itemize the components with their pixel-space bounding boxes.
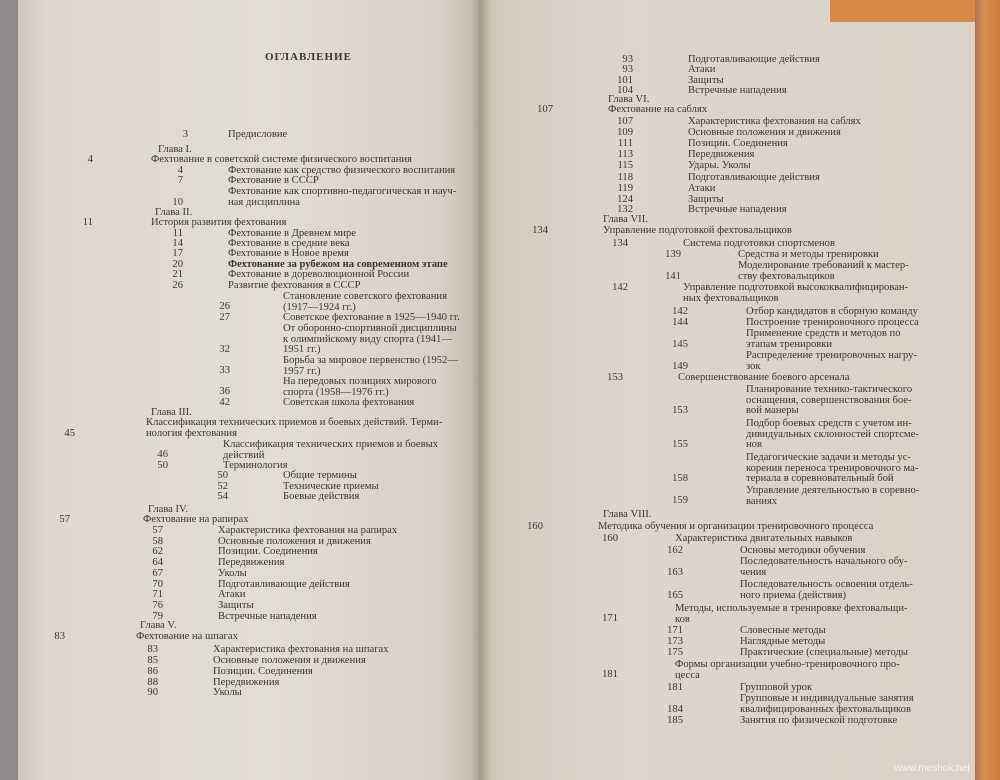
- toc-entry-title: Фехтование в дореволюционной России: [228, 269, 410, 280]
- toc-page-number: 93: [622, 54, 633, 65]
- toc-entry-title: Защиты: [688, 75, 724, 86]
- toc-entry-title: Наглядные методы: [740, 636, 826, 647]
- toc-entry-title: Подготавливающие действия: [218, 579, 350, 590]
- toc-entry-title: Словесные методы: [740, 625, 826, 636]
- toc-entry-title: вой манеры: [746, 405, 799, 416]
- toc-entry-title: Глава VI.: [608, 94, 650, 105]
- toc-entry-title: Основные положения и движения: [688, 127, 841, 138]
- toc-page-number: 107: [537, 104, 553, 115]
- toc-entry-title: Подготавливающие действия: [688, 172, 820, 183]
- toc-page-number: 20: [172, 259, 183, 270]
- toc-entry-title: Занятия по физической подготовке: [740, 715, 898, 726]
- toc-entry-title: Методика обучения и организации тренировочного процесса: [598, 521, 874, 532]
- toc-page-number: 26: [219, 301, 230, 312]
- toc-entry-title: Предисловие: [228, 129, 288, 140]
- left-page: [18, 0, 478, 780]
- toc-entry-title: Распределение тренировочных нагру-: [746, 350, 917, 361]
- toc-page-number: 76: [152, 600, 163, 611]
- toc-entry-title: Глава II.: [155, 207, 193, 218]
- toc-entry-title: квалифицированных фехтовальщиков: [740, 703, 911, 715]
- toc-page-number: 160: [602, 533, 618, 544]
- toc-entry-title: ного приема (действия): [740, 589, 847, 601]
- toc-entry-title: Советское фехтование в 1925—1940 гг.: [283, 312, 460, 323]
- toc-entry-title: Формы организации учебно-тренировочного про-: [675, 659, 900, 670]
- toc-entry-title: ству фехтовальщиков: [738, 270, 835, 282]
- toc-entry-title: Позиции. Соединения: [688, 138, 788, 149]
- toc-entry-title: Совершенствование боевого арсенала: [678, 372, 850, 383]
- toc-entry-title: Удары. Уколы: [688, 160, 751, 171]
- toc-entry-title: (1917—1924 гг.): [283, 301, 356, 313]
- toc-entry-title: Фехтование как спортивно-педагогическая и науч-: [228, 186, 457, 197]
- toc-entry-title: Фехтование на рапирах: [143, 514, 249, 525]
- toc-page-number: 113: [617, 149, 633, 160]
- toc-page-number: 62: [152, 546, 163, 557]
- toc-entry-title: Фехтование в советской системе физического воспитания: [151, 154, 412, 165]
- toc-page-number: 185: [667, 715, 683, 726]
- toc-page-number: 132: [617, 204, 633, 215]
- toc-entry-title: 1957 гг.): [283, 365, 321, 377]
- toc-entry-title: ных фехтовальщиков: [683, 292, 779, 304]
- toc-page-number: 26: [172, 280, 183, 291]
- toc-page-number: 71: [152, 589, 163, 600]
- toc-entry-title: Фехтование в Древнем мире: [228, 228, 356, 239]
- toc-entry-title: Подготавливающие действия: [688, 54, 820, 65]
- toc-page-number: 83: [147, 644, 158, 655]
- toc-entry-title: Система подготовки спортсменов: [683, 238, 835, 249]
- toc-entry-title: Уколы: [218, 568, 247, 579]
- toc-entry-title: нов: [746, 439, 762, 450]
- toc-entry-title: Встречные нападения: [218, 611, 317, 622]
- toc-page-number: 54: [217, 491, 228, 502]
- toc-entry-title: Атаки: [688, 64, 716, 75]
- toc-entry-title: цесса: [675, 669, 700, 681]
- watermark: www.meshok.net: [894, 763, 970, 774]
- toc-page-number: 119: [617, 183, 633, 194]
- toc-entry-title: Педагогические задачи и методы ус-: [746, 452, 911, 463]
- toc-page-number: 86: [147, 666, 158, 677]
- toc-entry-title: Технические приемы: [283, 481, 379, 492]
- toc-entry-title: к олимпийскому виду спорта (1941—: [283, 333, 452, 345]
- toc-page-number: 181: [667, 682, 683, 693]
- toc-entry-title: этапам тренировки: [746, 338, 833, 350]
- toc-entry-title: Передвижения: [688, 149, 755, 160]
- toc-entry-title: Передвижения: [213, 677, 280, 688]
- toc-page-number: 79: [152, 611, 163, 622]
- toc-entry-title: спорта (1958—1976 гг.): [283, 386, 389, 398]
- toc-entry-title: Позиции. Соединения: [218, 546, 318, 557]
- toc-entry-title: Фехтование на саблях: [608, 104, 708, 115]
- toc-entry-title: Развитие фехтования в СССР: [228, 280, 361, 291]
- toc-page-number: 165: [667, 590, 683, 601]
- toc-page-number: 58: [152, 536, 163, 547]
- toc-entry-title: Боевые действия: [283, 491, 360, 502]
- toc-entry-title: корения переноса тренировочного ма-: [746, 462, 919, 474]
- toc-page-number: 134: [612, 238, 628, 249]
- toc-page-number: 50: [217, 470, 228, 481]
- toc-entry-title: Практические (специальные) методы: [740, 647, 909, 658]
- toc-page-number: 11: [82, 217, 93, 228]
- toc-entry-title: нология фехтования: [146, 427, 237, 439]
- toc-page-number: 142: [612, 282, 628, 293]
- toc-page-number: 33: [219, 365, 230, 376]
- toc-page-number: 90: [147, 687, 158, 698]
- toc-page-number: 160: [527, 521, 543, 532]
- toc-entry-title: Средства и методы тренировки: [738, 249, 879, 260]
- toc-page-number: 3: [182, 129, 188, 140]
- toc-page-number: 93: [622, 64, 633, 75]
- toc-page-number: 173: [667, 636, 683, 647]
- toc-entry-title: Глава V.: [140, 620, 177, 631]
- toc-page-number: 144: [672, 317, 688, 328]
- toc-entry-title: оснащения, совершенствования бое-: [746, 394, 912, 406]
- toc-entry-title: териала в соревновательный бой: [746, 473, 894, 484]
- toc-entry-title: Классификация технических приемов и боевых действий. Терми-: [146, 417, 443, 428]
- toc-page-number: 104: [617, 85, 633, 96]
- toc-entry-title: ная дисциплина: [228, 196, 300, 208]
- toc-entry-title: Основные положения и движения: [218, 536, 371, 547]
- toc-page-number: 142: [672, 306, 688, 317]
- toc-entry-title: Уколы: [213, 687, 242, 698]
- toc-page-number: 101: [617, 75, 633, 86]
- toc-entry-title: Характеристика фехтования на рапирах: [218, 525, 398, 536]
- toc-page-number: 27: [219, 312, 230, 323]
- toc-entry-title: Глава IV.: [148, 504, 188, 515]
- toc-page-number: 45: [64, 428, 75, 439]
- toc-page-number: 145: [672, 339, 688, 350]
- toc-entry-title: Атаки: [218, 589, 246, 600]
- toc-page-number: 67: [152, 568, 163, 579]
- toc-entry-title: Атаки: [688, 183, 716, 194]
- toc-entry-title: Последовательность начального обу-: [740, 556, 908, 567]
- toc-page-number: 4: [87, 154, 93, 165]
- toc-entry-title: Глава III.: [151, 407, 192, 418]
- toc-entry-title: Групповой урок: [740, 682, 813, 693]
- toc-entry-title: Советская школа фехтования: [283, 397, 415, 408]
- toc-page-number: 155: [672, 439, 688, 450]
- toc-page-number: 36: [219, 386, 230, 397]
- toc-heading: ОГЛАВЛЕНИЕ: [265, 51, 352, 63]
- toc-entry-title: 1951 гг.): [283, 344, 321, 355]
- toc-entry-title: Защиты: [218, 600, 254, 611]
- toc-page-number: 171: [602, 613, 618, 624]
- toc-entry-title: Групповые и индивидуальные занятия: [740, 693, 914, 704]
- toc-page-number: 159: [672, 495, 688, 506]
- toc-entry-title: чения: [740, 566, 767, 578]
- toc-page-number: 118: [617, 172, 633, 183]
- toc-page-number: 153: [607, 372, 623, 383]
- toc-entry-title: Борьба за мировое первенство (1952—: [283, 355, 458, 366]
- toc-page-number: 107: [617, 116, 633, 127]
- toc-page-number: 64: [152, 557, 163, 568]
- toc-entry-title: Фехтование как средство физического воспитания: [228, 165, 456, 176]
- toc-entry-title: Основные положения и движения: [213, 655, 366, 666]
- toc-page-number: 175: [667, 647, 683, 658]
- toc-page-number: 111: [617, 138, 633, 149]
- toc-page-number: 171: [667, 625, 683, 636]
- toc-page-number: 70: [152, 579, 163, 590]
- toc-entry-title: Моделирование требований к мастер-: [738, 260, 909, 271]
- toc-entry-title: ков: [675, 613, 690, 625]
- toc-entry-title: История развития фехтования: [151, 217, 287, 228]
- toc-page-number: 141: [665, 271, 681, 282]
- toc-page-number: 11: [172, 228, 183, 239]
- toc-entry-title: Позиции. Соединения: [213, 666, 313, 677]
- toc-page-number: 10: [172, 197, 183, 208]
- toc-entry-title: Методы, используемые в тренировке фехтовальщи-: [675, 603, 908, 614]
- toc-page-number: 21: [172, 269, 183, 280]
- toc-entry-title: Защиты: [688, 194, 724, 205]
- toc-entry-title: зок: [746, 360, 761, 372]
- toc-page-number: 115: [617, 160, 633, 171]
- toc-page-number: 17: [172, 248, 183, 259]
- toc-page-number: 184: [667, 704, 683, 715]
- right-page: [478, 0, 975, 780]
- toc-entry-title: От оборонно-спортивной дисциплины: [283, 323, 457, 334]
- toc-entry-title: Передвижения: [218, 557, 285, 568]
- toc-entry-title: Характеристика фехтования на саблях: [688, 116, 861, 127]
- toc-entry-title: Управление подготовкой фехтовальщиков: [603, 225, 792, 236]
- book-spine: [470, 0, 490, 780]
- toc-page-number: 32: [219, 344, 230, 355]
- toc-entry-title: Отбор кандидатов в сборную команду: [746, 306, 918, 317]
- toc-page-number: 85: [147, 655, 158, 666]
- toc-entry-title: Фехтование в средние века: [228, 238, 350, 249]
- toc-page-number: 181: [602, 669, 618, 680]
- toc-entry-title: Становление советского фехтования: [283, 291, 447, 302]
- toc-entry-title: Управление деятельностью в соревно-: [746, 485, 920, 496]
- toc-page-number: 57: [152, 525, 163, 536]
- toc-page-number: 7: [177, 175, 183, 186]
- toc-page-number: 14: [172, 238, 183, 249]
- cover-corner: [830, 0, 975, 22]
- toc-entry-title: Построение тренировочного процесса: [746, 317, 919, 328]
- toc-page-number: 163: [667, 567, 683, 578]
- toc-entry-title: Подбор боевых средств с учетом ин-: [746, 418, 912, 429]
- toc-entry-title: Применение средств и методов по: [746, 328, 901, 339]
- toc-page-number: 158: [672, 473, 688, 484]
- toc-entry-title: Планирование технико-тактического: [746, 384, 913, 395]
- toc-entry-title: Фехтование в Новое время: [228, 248, 349, 259]
- toc-entry-title: Классификация технических приемов и боевых: [223, 439, 439, 450]
- toc-page-number: 134: [532, 225, 548, 236]
- toc-entry-title: Терминология: [223, 460, 288, 471]
- toc-page-number: 162: [667, 545, 683, 556]
- toc-entry-title: Глава VII.: [603, 214, 648, 225]
- toc-entry-title: ваниях: [746, 495, 778, 507]
- toc-entry-title: Управление подготовкой высококвалифицирован-: [683, 282, 909, 293]
- toc-entry-title: Фехтование на шпагах: [136, 631, 238, 642]
- toc-page-number: 109: [617, 127, 633, 138]
- toc-entry-title: Глава VIII.: [603, 509, 652, 520]
- toc-entry-title: действий: [223, 449, 265, 461]
- toc-page-number: 46: [157, 449, 168, 460]
- toc-page-number: 88: [147, 677, 158, 688]
- toc-page-number: 149: [672, 361, 688, 372]
- toc-page-number: 57: [59, 514, 70, 525]
- toc-page-number: 52: [217, 481, 228, 492]
- toc-page-number: 50: [157, 460, 168, 471]
- toc-page-number: 124: [617, 194, 633, 205]
- toc-entry-title: Встречные нападения: [688, 85, 787, 96]
- toc-entry-title: На передовых позициях мирового: [283, 376, 437, 387]
- toc-entry-title: Общие термины: [283, 470, 357, 481]
- toc-entry-title: Глава I.: [158, 144, 192, 155]
- toc-entry-title: дивидуальных склонностей спортсме-: [746, 428, 919, 440]
- cover-edge: [975, 0, 1000, 780]
- toc-entry-title: Основы методики обучения: [740, 545, 866, 556]
- toc-entry-title: Встречные нападения: [688, 204, 787, 215]
- toc-entry-title: Характеристика двигательных навыков: [675, 533, 853, 544]
- toc-entry-title: Характеристика фехтования на шпагах: [213, 644, 389, 655]
- toc-page-number: 83: [54, 631, 65, 642]
- toc-page-number: 42: [219, 397, 230, 408]
- toc-page-number: 139: [665, 249, 681, 260]
- toc-entry-title: Фехтование за рубежом на современном этапе: [228, 259, 448, 270]
- toc-entry-title: Последовательность освоения отдель-: [740, 579, 913, 590]
- toc-page-number: 153: [672, 405, 688, 416]
- toc-page-number: 4: [177, 165, 183, 176]
- toc-entry-title: Фехтование в СССР: [228, 175, 319, 186]
